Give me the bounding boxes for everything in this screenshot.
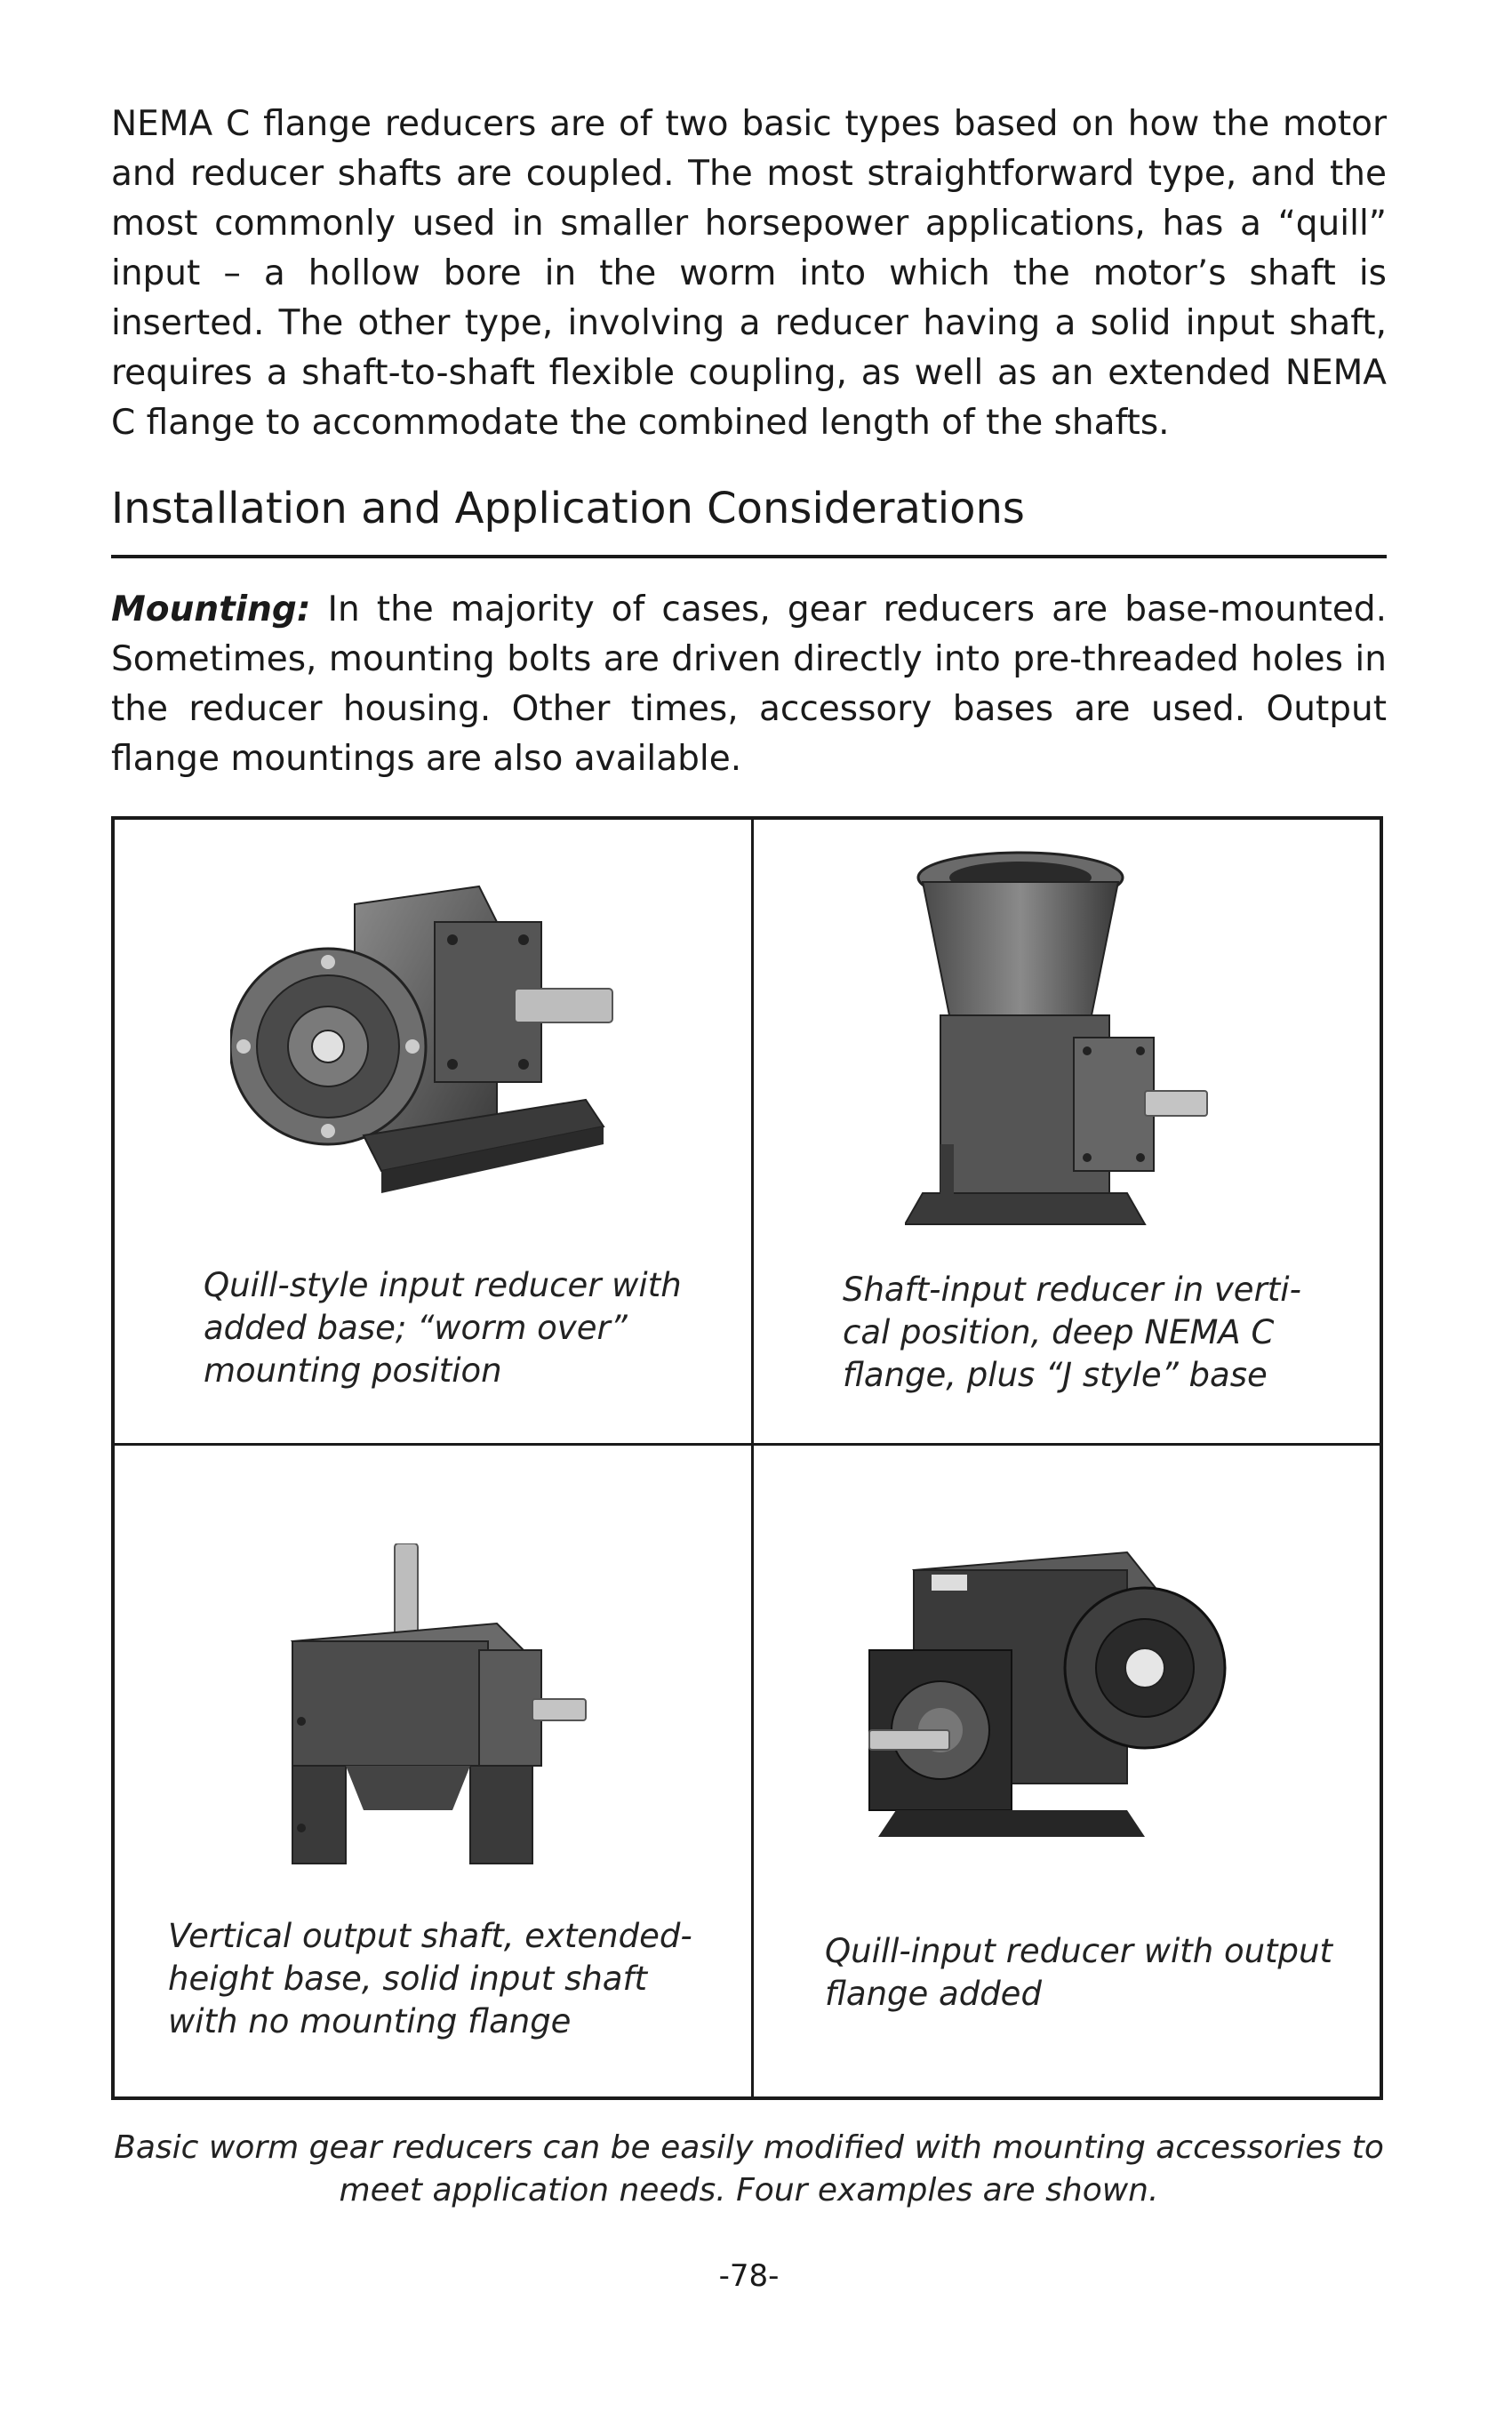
- mounting-paragraph: [111, 585, 1387, 784]
- intro-paragraph: NEMA C flange reducers are of two basic types based on how the motor and reducer shafts are coupled. The most straightforward type, and the most commonly used in smaller horsepower applications, has a “quill” input – a hollow bore in the worm into which the motor’s shaft is inserted. The other type, involving a reducer having a solid input shaft, requires a shaft-to-shaft flexible coupling, as well as an extended NEMA C flange to accommodate the combined length of the shafts.: [111, 104, 1387, 443]
- photo-quill-reducer-output-flange: [860, 1543, 1234, 1846]
- section-heading: Installation and Application Considerations: [111, 480, 1387, 558]
- figure-cell-4: [754, 1446, 1380, 2096]
- photo-quill-reducer-with-base: [230, 869, 621, 1224]
- mounting-text: In the majority of cases, gear reducers are base-mounted. Sometimes, mounting bolts are driven directly into pre-threaded holes in the reducer housing. Other times, accessory bases are used. Output flange mountings are also available.: [111, 589, 1387, 779]
- figure-cell-2: [754, 820, 1380, 1446]
- figure-caption: Basic worm gear reducers can be easily modified with mounting accessories to meet application needs. Four examples are shown.: [114, 2129, 1384, 2209]
- mounting-lead: Mounting:: [111, 589, 311, 629]
- figure-caption-4: Quill-input reducer with output flange added: [825, 1932, 1332, 2013]
- figure-caption-1: Quill-style input reducer with added base; “worm over” mounting position: [204, 1266, 682, 1390]
- photo-shaft-input-vertical-reducer: [905, 851, 1225, 1242]
- figure-cell-3: [115, 1446, 754, 2096]
- figure-caption-3: Vertical output shaft, extended-height base, solid input shaft with no mounting flange: [168, 1917, 692, 2040]
- figure-grid: [111, 816, 1383, 2100]
- page-number: -78-: [718, 2258, 780, 2294]
- figure-caption-2: Shaft-input reducer in verti-cal position, deep NEMA C flange, plus “J style” base: [843, 1271, 1301, 1394]
- page: [111, 0, 1387, 2413]
- photo-vertical-output-shaft-reducer: [275, 1543, 595, 1881]
- figure-cell-1: [115, 820, 754, 1446]
